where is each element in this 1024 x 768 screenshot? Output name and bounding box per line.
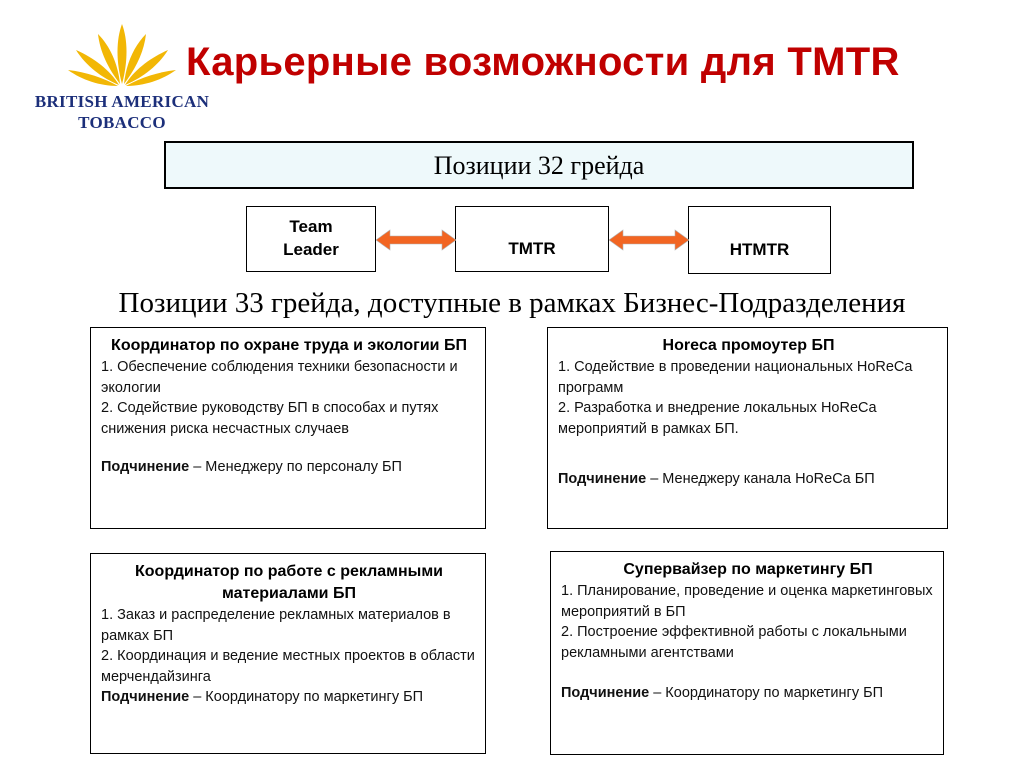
grade33-heading: Позиции 33 грейда, доступные в рамках Бизнес-Подразделения bbox=[118, 287, 906, 319]
subordination-value: – Менеджеру канала HoReCa БП bbox=[650, 471, 875, 487]
double-arrow-icon bbox=[376, 228, 456, 252]
subordination-label: Подчинение bbox=[558, 471, 647, 487]
card-title: Horeca промоутер БП bbox=[662, 337, 835, 354]
card-subordination bbox=[101, 457, 477, 478]
card-item: 2. Построение эффективной работы с локальными рекламными агентствами bbox=[561, 624, 907, 661]
position-team-leader bbox=[246, 206, 376, 272]
logo-text-line2: TOBACCO bbox=[78, 113, 166, 132]
position-tmtr: TMTR bbox=[455, 206, 609, 272]
role-card-safety-coordinator bbox=[90, 327, 486, 529]
position-team-leader-label: Team Leader bbox=[283, 217, 339, 259]
subordination-label: Подчинение bbox=[101, 459, 190, 475]
subordination-value: – Координатору по маркетингу БП bbox=[653, 685, 884, 701]
card-item: 1. Содействие в проведении национальных HoReCa программ bbox=[558, 359, 913, 396]
card-item: 2. Разработка и внедрение локальных HoReCa мероприятий в рамках БП. bbox=[558, 400, 877, 437]
subordination-label: Подчинение bbox=[101, 689, 190, 705]
slide-title: Карьерные возможности для TMTR bbox=[186, 40, 900, 84]
subordination-value: – Менеджеру по персоналу БП bbox=[193, 459, 402, 475]
card-item: 2. Содействие руководству БП в способах и путях снижения риска несчастных случаев bbox=[101, 400, 439, 437]
subordination-value: – Координатору по маркетингу БП bbox=[193, 689, 424, 705]
card-title: Супервайзер по маркетингу БП bbox=[623, 561, 873, 578]
role-card-horeca-promoter bbox=[547, 327, 948, 529]
position-htmtr: HTMTR bbox=[688, 206, 831, 274]
card-item: 1. Планирование, проведение и оценка маркетинговых мероприятий в БП bbox=[561, 583, 933, 620]
card-item: 2. Координация и ведение местных проектов в области мерчендайзинга bbox=[101, 648, 475, 685]
subordination-label: Подчинение bbox=[561, 685, 650, 701]
card-subordination bbox=[101, 687, 477, 708]
card-subordination bbox=[558, 469, 939, 490]
card-subordination bbox=[561, 683, 935, 704]
card-item: 1. Обеспечение соблюдения техники безопасности и экологии bbox=[101, 359, 458, 396]
logo-text-line1: BRITISH AMERICAN bbox=[34, 92, 210, 111]
role-card-marketing-supervisor bbox=[550, 551, 944, 755]
card-title: Координатор по охране труда и экологии БП bbox=[111, 337, 467, 354]
card-title: Координатор по работе с рекламными материалами БП bbox=[135, 563, 443, 602]
leaf-icon bbox=[64, 22, 180, 88]
role-card-advertising-coordinator bbox=[90, 553, 486, 754]
double-arrow-icon bbox=[609, 228, 689, 252]
card-item: 1. Заказ и распределение рекламных материалов в рамках БП bbox=[101, 607, 451, 644]
grade32-heading-box: Позиции 32 грейда bbox=[164, 141, 914, 189]
